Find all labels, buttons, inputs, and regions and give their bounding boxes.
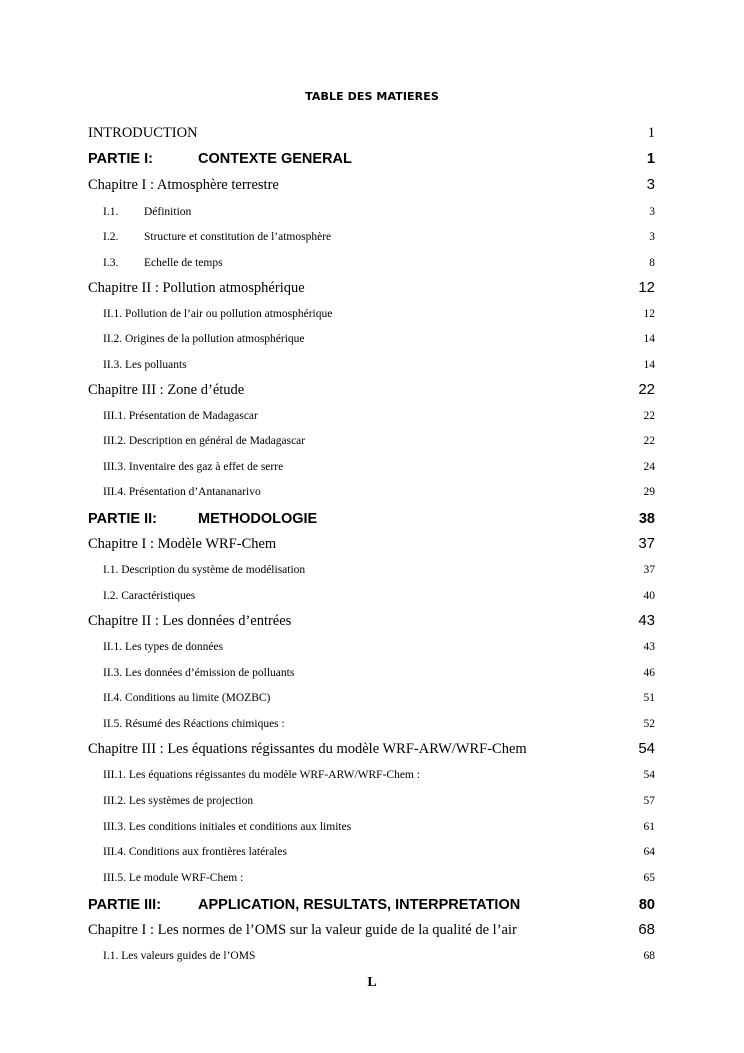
toc-entry-label: I.1. Description du système de modélisation [103, 563, 306, 576]
dot-leader [278, 533, 634, 548]
toc-entry-label: Chapitre I : Les normes de l’OMS sur la valeur guide de la qualité de l’air [88, 921, 517, 938]
toc-entry-section[interactable] [103, 561, 655, 576]
toc-entry-label: III.3. Les conditions initiales et conditions aux limites [103, 820, 352, 833]
dot-leader [353, 818, 639, 830]
dot-leader [289, 843, 640, 855]
toc-entry-section[interactable] [103, 330, 655, 345]
toc-entry-section[interactable] [103, 432, 655, 447]
toc-page-number: 68 [643, 949, 655, 962]
toc-entry-label: II.3. Les données d’émission de polluants [103, 666, 295, 679]
toc-entry-label: Définition [144, 205, 192, 218]
dot-leader [193, 203, 645, 215]
toc-page-number: 22 [638, 380, 655, 398]
toc-entry-chapter[interactable] [88, 533, 655, 553]
toc-entry-chapter[interactable] [88, 738, 655, 758]
toc-entry-label: III.2. Description en général de Madagascar [103, 434, 306, 447]
toc-entry-label: INTRODUCTION [88, 124, 198, 141]
toc-entry-label: II.5. Résumé des Réactions chimiques : [103, 717, 285, 730]
toc-entry-label: III.2. Les systèmes de projection [103, 794, 254, 807]
dot-leader [522, 894, 635, 909]
toc-entry-section[interactable] [103, 203, 655, 218]
toc-entry-label: III.3. Inventaire des gaz à effet de serre [103, 460, 284, 473]
dot-leader [225, 638, 639, 650]
dot-leader [245, 869, 639, 881]
toc-page-number: 80 [638, 896, 655, 913]
toc-page-number: 57 [643, 794, 655, 807]
toc-entry-section[interactable] [103, 843, 655, 858]
toc-entry-section[interactable] [103, 715, 655, 730]
toc-page-number: 38 [638, 510, 655, 527]
section-number: I.1. [103, 205, 119, 218]
toc-entry-label: APPLICATION, RESULTATS, INTERPRETATION [198, 896, 521, 913]
dot-leader [519, 919, 634, 934]
toc-entry-label: I.2. Caractéristiques [103, 589, 196, 602]
dot-leader [225, 254, 646, 266]
toc-entry-introduction[interactable] [88, 122, 655, 142]
part-number: PARTIE I: [88, 150, 153, 167]
toc-entry-label: II.4. Conditions au limite (MOZBC) [103, 691, 271, 704]
toc-entry-partie-1[interactable] [88, 148, 655, 167]
toc-entry-section[interactable] [103, 638, 655, 653]
toc-page-number: 1 [647, 124, 655, 141]
toc-entry-section[interactable] [103, 818, 655, 833]
toc-page-number: 54 [638, 739, 655, 757]
toc-entry-section[interactable] [103, 792, 655, 807]
dot-leader [422, 766, 640, 778]
toc-entry-label: III.4. Présentation d’Antananarivo [103, 485, 261, 498]
toc-page-number: 14 [643, 358, 655, 371]
dot-leader [272, 689, 639, 701]
toc-entry-chapter[interactable] [88, 277, 655, 297]
dot-leader [334, 305, 639, 317]
toc-page-number: 14 [643, 332, 655, 345]
toc-page-number: 54 [643, 768, 655, 781]
toc-page-number: 3 [649, 230, 655, 243]
toc-page-number: 8 [649, 256, 655, 269]
dot-leader [307, 561, 639, 573]
dot-leader [246, 379, 634, 394]
toc-entry-label: II.1. Les types de données [103, 640, 224, 653]
dot-leader [281, 174, 643, 189]
page-title: TABLE DES MATIERES [305, 90, 439, 103]
dot-leader [285, 458, 639, 470]
toc-entry-label: II.1. Pollution de l’air ou pollution atmosphérique [103, 307, 333, 320]
toc-page-number: 65 [643, 871, 655, 884]
section-number: I.2. [103, 230, 119, 243]
toc-entry-section[interactable] [103, 407, 655, 422]
toc-entry-label: METHODOLOGIE [198, 510, 318, 527]
toc-entry-section[interactable] [103, 947, 655, 962]
toc-entry-section[interactable] [103, 254, 655, 269]
dot-leader [263, 483, 640, 495]
toc-entry-section[interactable] [103, 587, 655, 602]
toc-page-number: 22 [643, 434, 655, 447]
toc-page-number: 12 [638, 278, 655, 296]
toc-page-number: 51 [643, 691, 655, 704]
toc-page-number: 43 [643, 640, 655, 653]
toc-page-number: 52 [643, 717, 655, 730]
dot-leader [189, 356, 640, 368]
dot-leader [197, 587, 639, 599]
dot-leader [200, 122, 644, 137]
dot-leader [293, 610, 634, 625]
dot-leader [260, 407, 640, 419]
dot-leader [307, 432, 639, 444]
toc-entry-section[interactable] [103, 664, 655, 679]
toc-entry-label: Chapitre I : Modèle WRF-Chem [88, 535, 277, 552]
toc-entry-chapter[interactable] [88, 610, 655, 630]
toc-entry-chapter[interactable] [88, 919, 655, 939]
toc-page-number: 37 [638, 534, 655, 552]
dot-leader [529, 738, 635, 753]
dot-leader [255, 792, 639, 804]
toc-page-number: 64 [643, 845, 655, 858]
toc-page-number: 61 [643, 820, 655, 833]
toc-page-number: 3 [646, 175, 655, 193]
toc-entry-section[interactable] [103, 766, 655, 781]
dot-leader [319, 508, 635, 523]
toc-entry-label: II.2. Origines de la pollution atmosphérique [103, 332, 305, 345]
toc-page-number: 43 [638, 611, 655, 629]
toc-entry-label: Chapitre I : Atmosphère terrestre [88, 176, 279, 193]
toc-entry-partie-2[interactable] [88, 508, 655, 527]
toc-entry-chapter[interactable] [88, 379, 655, 399]
dot-leader [257, 947, 639, 959]
dot-leader [354, 148, 643, 163]
toc-entry-section[interactable] [103, 228, 655, 243]
toc-entry-label: III.4. Conditions aux frontières latérales [103, 845, 287, 858]
dot-leader [287, 715, 640, 727]
toc-entry-label: Chapitre II : Les données d’entrées [88, 612, 292, 629]
toc-entry-label: CONTEXTE GENERAL [198, 150, 352, 167]
part-number: PARTIE II: [88, 510, 158, 527]
toc-page-number: 12 [643, 307, 655, 320]
toc-page-number: 68 [638, 920, 655, 938]
toc-page-number: 46 [643, 666, 655, 679]
toc-entry-section[interactable] [103, 869, 655, 884]
toc-entry-label: Chapitre III : Les équations régissantes du modèle WRF-ARW/WRF-Chem [88, 740, 527, 757]
toc-entry-label: II.3. Les polluants [103, 358, 187, 371]
page-footer-number: L [367, 975, 377, 990]
dot-leader [333, 228, 645, 240]
toc-entry-label: Chapitre III : Zone d’étude [88, 381, 245, 398]
toc-page-number: 3 [649, 205, 655, 218]
dot-leader [296, 664, 639, 676]
dot-leader [307, 277, 635, 292]
toc-page-number: 22 [643, 409, 655, 422]
toc-entry-label: III.1. Présentation de Madagascar [103, 409, 258, 422]
toc-entry-section[interactable] [103, 305, 655, 320]
toc-entry-chapter[interactable] [88, 174, 655, 194]
toc-entry-section[interactable] [103, 458, 655, 473]
toc-entry-section[interactable] [103, 689, 655, 704]
toc-entry-label: Echelle de temps [144, 256, 223, 269]
toc-entry-label: I.1. Les valeurs guides de l’OMS [103, 949, 256, 962]
toc-entry-label: III.1. Les équations régissantes du modèle WRF-ARW/WRF-Chem : [103, 768, 420, 781]
toc-entry-label: Chapitre II : Pollution atmosphérique [88, 279, 305, 296]
toc-entry-label: Structure et constitution de l’atmosphère [144, 230, 332, 243]
section-number: I.3. [103, 256, 119, 269]
toc-page-number: 1 [646, 150, 655, 167]
toc-entry-partie-3[interactable] [88, 894, 655, 913]
toc-page-number: 29 [643, 485, 655, 498]
toc-page-number: 40 [643, 589, 655, 602]
toc-page-number: 37 [643, 563, 655, 576]
toc-page-number: 24 [643, 460, 655, 473]
toc-entry-section[interactable] [103, 483, 655, 498]
toc-entry-section[interactable] [103, 356, 655, 371]
part-number: PARTIE III: [88, 896, 162, 913]
dot-leader [307, 330, 640, 342]
toc-entry-label: III.5. Le module WRF-Chem : [103, 871, 244, 884]
